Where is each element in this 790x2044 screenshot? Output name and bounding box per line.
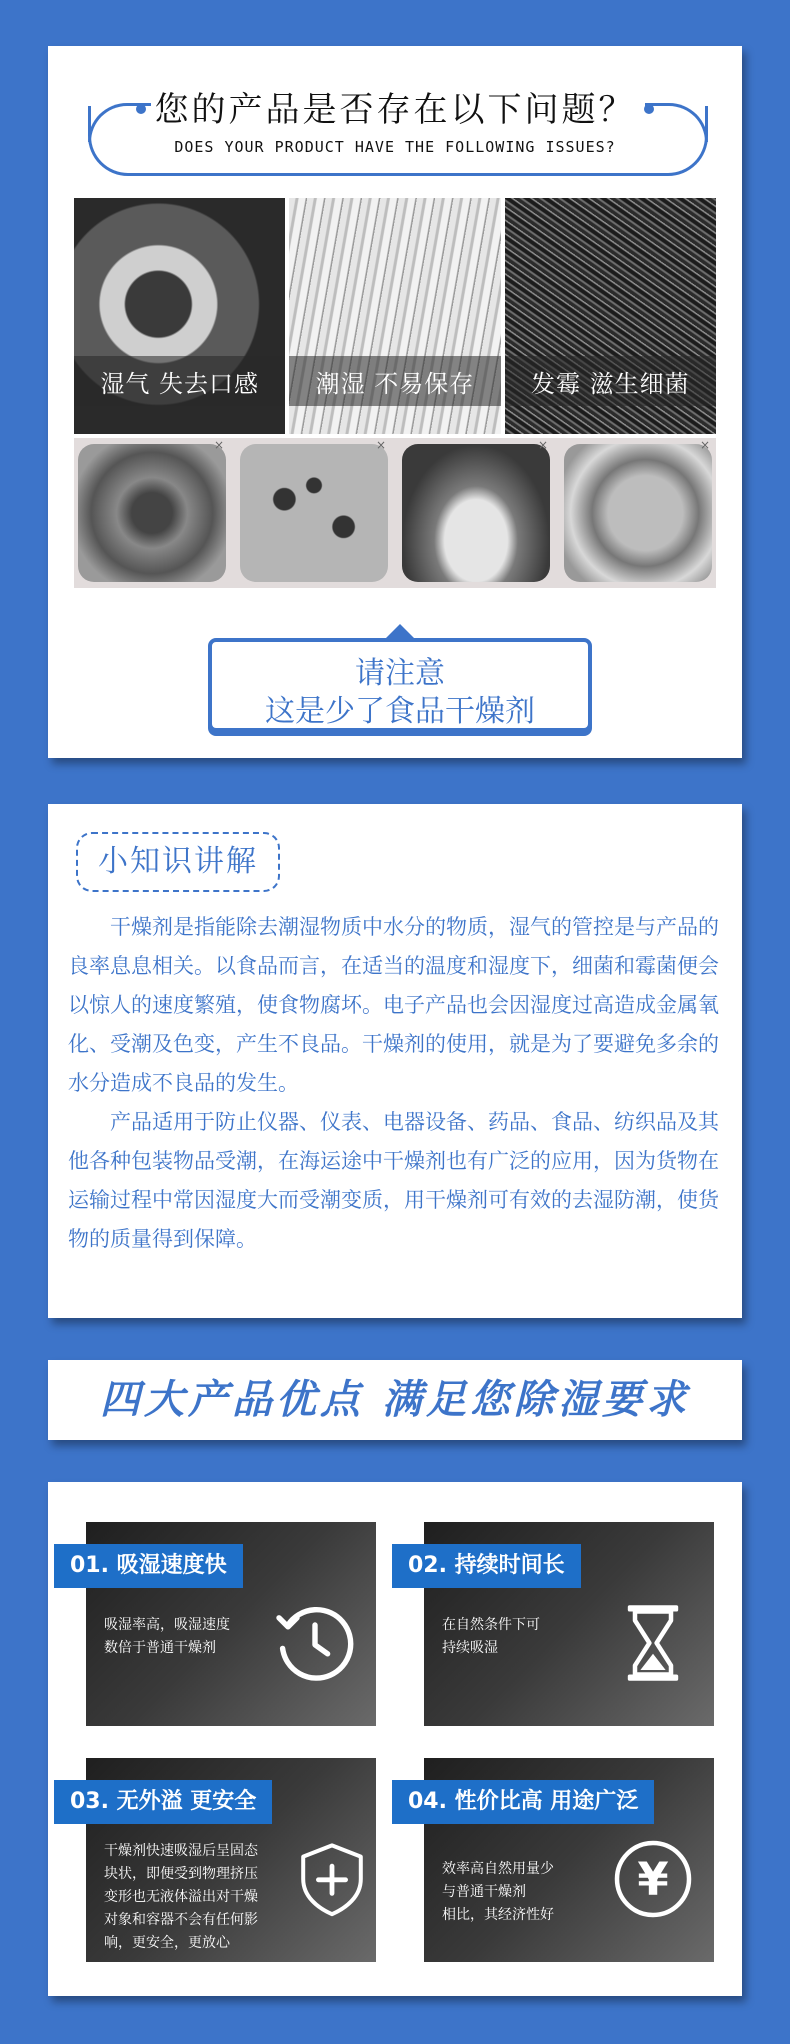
clock-icon	[270, 1598, 360, 1688]
close-mark: ×	[375, 438, 386, 452]
feature-tag: 03. 无外溢 更安全	[54, 1780, 272, 1824]
feature-desc	[104, 1840, 258, 1955]
notice-line2: 这是少了食品干燥剂	[265, 694, 535, 729]
feature-no-leak	[70, 1758, 376, 1962]
photo-damp-cake	[74, 198, 285, 434]
feature-desc-line: 变形也无液体溢出对干燥	[104, 1889, 258, 1905]
problem-photos	[74, 198, 716, 434]
photo-label: 潮湿 不易保存	[289, 356, 500, 406]
hourglass-icon	[608, 1598, 698, 1688]
photo-damp-roots	[289, 198, 500, 434]
knowledge-paragraph: 产品适用于防止仪器、仪表、电器设备、药品、食品、纺织品及其他各种包装物品受潮，在海运途中干燥剂也有广泛的应用，因为货物在运输过程中常因湿度大而受潮变质，用干燥剂可有效的去湿防潮，使货物的质量得到保障。	[68, 1110, 719, 1251]
knowledge-paragraph: 干燥剂是指能除去潮湿物质中水分的物质，湿气的管控是与产品的良率息息相关。以食品而言，在适当的温度和湿度下，细菌和霉菌便会以惊人的速度繁殖，使食物腐坏。电子产品也会因湿度过高造成金属氧化、受潮及色变，产生不良品。干燥剂的使用，就是为了要避免多余的水分造成不良品的发生。	[68, 915, 719, 1095]
problems-card	[48, 46, 742, 758]
feature-desc-line: 数倍于普通干燥剂	[104, 1640, 216, 1656]
close-mark: ×	[699, 438, 710, 452]
feature-fast-absorption	[70, 1522, 376, 1726]
mold-photo	[402, 438, 550, 582]
feature-desc-line: 效率高自然用量少	[442, 1861, 554, 1877]
close-mark: ×	[537, 438, 548, 452]
knowledge-text	[68, 908, 728, 1259]
feature-desc-line: 响，更安全，更放心	[104, 1935, 230, 1951]
shield-plus-icon	[292, 1834, 372, 1924]
feature-long-lasting	[408, 1522, 714, 1726]
mold-photo	[240, 438, 388, 582]
knowledge-badge: 小知识讲解	[76, 832, 280, 892]
notice-line1: 请注意	[355, 656, 445, 691]
yen-glyph: ¥	[637, 1853, 669, 1907]
feature-tag: 01. 吸湿速度快	[54, 1544, 243, 1588]
feature-desc-line: 相比，其经济性好	[442, 1907, 554, 1923]
mold-photo	[564, 438, 712, 582]
feature-desc-line: 在自然条件下可	[442, 1617, 540, 1633]
feature-cost-effective	[408, 1758, 714, 1962]
photo-label: 发霉 滋生细菌	[505, 356, 716, 406]
problems-subtitle: DOES YOUR PRODUCT HAVE THE FOLLOWING ISSUES?	[174, 138, 616, 156]
photo-moldy-tea	[505, 198, 716, 434]
close-mark: ×	[213, 438, 224, 452]
feature-desc-line: 吸湿率高，吸湿速度	[104, 1617, 230, 1633]
feature-desc	[442, 1858, 554, 1927]
feature-desc-line: 与普通干燥剂	[442, 1884, 526, 1900]
notice-box	[208, 638, 592, 732]
advantages-header	[48, 1360, 742, 1440]
feature-desc	[104, 1614, 230, 1660]
advantages-title: 四大产品优点 满足您除湿要求	[100, 1377, 690, 1423]
problems-title: 您的产品是否存在以下问题？	[154, 90, 636, 130]
feature-tag: 04. 性价比高 用途广泛	[392, 1780, 654, 1824]
feature-desc-line: 块状，即便受到物理挤压	[104, 1866, 258, 1882]
mold-photo	[78, 438, 226, 582]
feature-desc-line: 对象和容器不会有任何影	[104, 1912, 258, 1928]
feature-desc-line: 干燥剂快速吸湿后呈固态	[104, 1843, 258, 1859]
yen-icon	[608, 1834, 698, 1924]
advantages-card	[48, 1482, 742, 1996]
photo-label: 湿气 失去口感	[74, 356, 285, 406]
feature-desc	[442, 1614, 540, 1660]
feature-desc-line: 持续吸湿	[442, 1640, 498, 1656]
knowledge-card	[48, 804, 742, 1318]
mold-photos	[74, 438, 716, 588]
feature-tag: 02. 持续时间长	[392, 1544, 581, 1588]
